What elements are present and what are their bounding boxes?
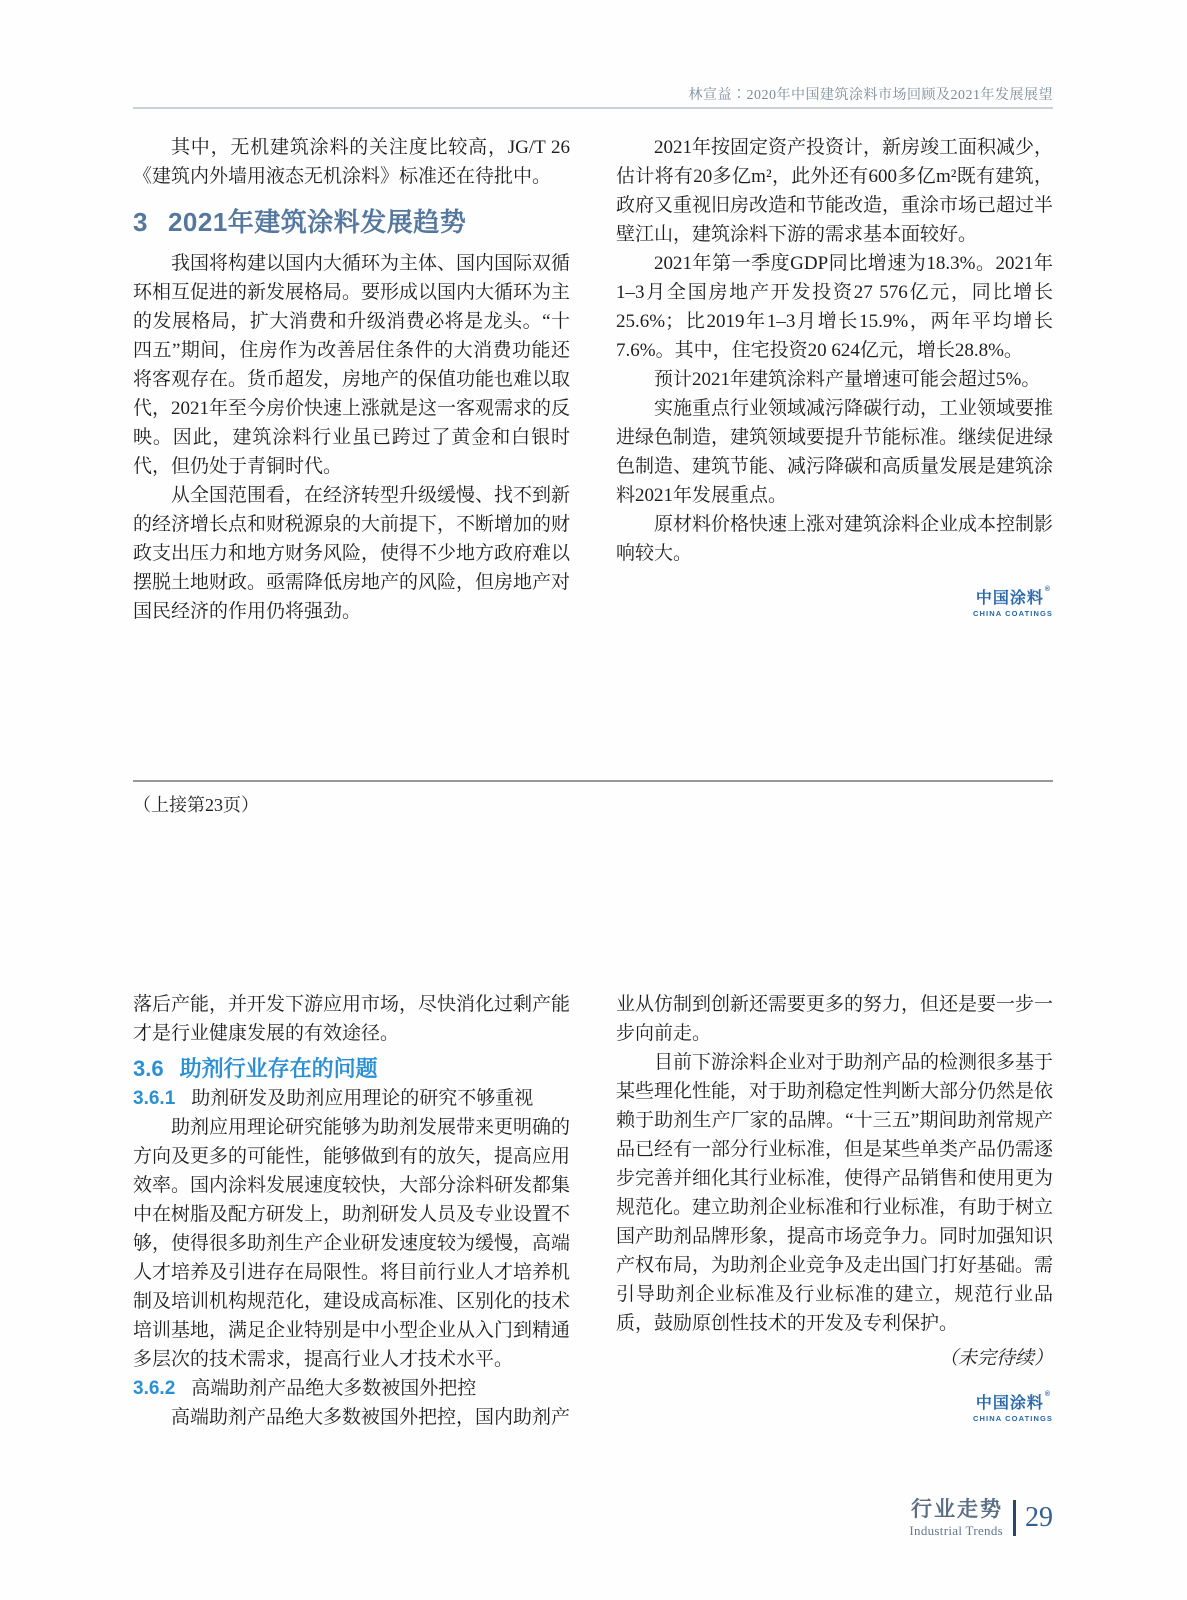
subsubsection-title: 助剂研发及助剂应用理论的研究不够重视 [191, 1088, 534, 1109]
logo-cn-text [973, 1390, 1053, 1412]
logo-block [973, 1390, 1053, 1423]
section-number: 3 [133, 207, 148, 237]
continuation-note: （上接第23页） [133, 795, 259, 815]
subsubsection-heading-3-6-1 [133, 1084, 570, 1113]
logo-block [973, 585, 1053, 618]
logo-en-text: CHINA COATINGS [973, 609, 1053, 618]
paragraph: 助剂应用理论研究能够为助剂发展带来更明确的方向及更多的可能性，能够做到有的放矢，提高应用效率。国内涂料发展速度较快，大部分涂料研发都集中在树脂及配方研发上，助剂研发人员及专业设置不够，使得很多助剂生产企业研发速度较为缓慢，高端人才培养及引进存在局限性。将目前行业人才培养机制及培训机构规范化，建设成高标准、区别化的技术培训基地，满足企业特别是中小型企业从入门到精通多层次的技术需求，提高行业人才技术水平。 [133, 1117, 571, 1370]
registered-mark-icon: ® [1044, 1390, 1052, 1398]
subsection-heading-3-6 [133, 1054, 570, 1084]
paragraph: 业从仿制到创新还需要更多的努力，但还是要一步一步向前走。 [616, 994, 1054, 1044]
paragraph: 其中，无机建筑涂料的关注度比较高，JG/T 26《建筑内外墙用液态无机涂料》标准还在待批中。 [133, 137, 570, 187]
top-right-column [616, 133, 1053, 568]
paragraph: 落后产能，并开发下游应用市场，尽快消化过剩产能才是行业健康发展的有效途径。 [133, 994, 571, 1044]
subsubsection-number: 3.6.2 [133, 1378, 176, 1399]
section-heading-3 [133, 205, 570, 239]
top-left-column [133, 133, 570, 626]
subsubsection-title: 高端助剂产品绝大多数被国外把控 [191, 1378, 477, 1399]
logo-en-text: CHINA COATINGS [973, 1414, 1053, 1423]
subsection-title: 助剂行业存在的问题 [179, 1056, 378, 1081]
running-header: 林宣益∶2020年中国建筑涂料市场回顾及2021年发展展望 [688, 88, 1053, 103]
paragraph: 2021年第一季度GDP同比增速为18.3%。2021年1–3月全国房地产开发投资27 576亿元，同比增长25.6%；比2019年1–3月增长15.9%，两年平均增长7.6%。其中，住宅投资20 624亿元，增长28.8%。 [616, 253, 1053, 361]
paragraph: 预计2021年建筑涂料产量增速可能会超过5%。 [654, 369, 1041, 390]
subsubsection-number: 3.6.1 [133, 1088, 176, 1109]
page-footer [909, 1499, 1053, 1537]
to-be-continued-note: （未完待续） [938, 1348, 1053, 1369]
china-coatings-logo [616, 1390, 1053, 1426]
lower-left-column [133, 990, 570, 1432]
paragraph: 我国将构建以国内大循环为主体、国内国际双循环相互促进的新发展格局。要形成以国内大循环为主的发展格局，扩大消费和升级消费必将是龙头。“十四五”期间，住房作为改善居住条件的大消费功能还将客观存在。货币超发，房地产的保值功能也难以取代，2021年至今房价快速上涨就是这一客观需求的反映。因此，建筑涂料行业虽已跨过了黄金和白银时代，但仍处于青铜时代。 [133, 253, 571, 477]
paragraph: 从全国范围看，在经济转型升级缓慢、找不到新的经济增长点和财税源泉的大前提下，不断增加的财政支出压力和地方财务风险，使得不少地方政府难以摆脱土地财政。亟需降低房地产的风险，但房地产对国民经济的作用仍将强劲。 [133, 485, 571, 622]
footer-page-number: 29 [1025, 1502, 1053, 1533]
paragraph: 原材料价格快速上涨对建筑涂料企业成本控制影响较大。 [616, 514, 1054, 564]
footer-divider-bar [1013, 1500, 1016, 1536]
subsection-number: 3.6 [133, 1056, 164, 1081]
logo-cn-glyphs: 中国涂料 [975, 590, 1044, 607]
china-coatings-logo [616, 585, 1053, 621]
paragraph: 实施重点行业领域减污降碳行动，工业领域要推进绿色制造，建筑领域要提升节能标准。继续促进绿色制造、建筑节能、减污降碳和高质量发展是建筑涂料2021年发展重点。 [616, 398, 1054, 506]
lower-right-column [616, 990, 1053, 1373]
paragraph: 2021年按固定资产投资计，新房竣工面积减少，估计将有20多亿m²，此外还有600多亿m²既有建筑，政府又重视旧房改造和节能改造，重涂市场已超过半壁江山，建筑涂料下游的需求基本面较好。 [616, 137, 1054, 245]
registered-mark-icon: ® [1044, 585, 1052, 593]
footer-section-label [909, 1499, 1003, 1537]
section-divider [133, 780, 1053, 782]
footer-section-cn: 行业走势 [911, 1498, 1003, 1521]
logo-cn-text [973, 585, 1053, 607]
subsubsection-heading-3-6-2 [133, 1374, 570, 1403]
footer-section-en: Industrial Trends [909, 1523, 1003, 1538]
header-rule [133, 107, 1053, 109]
paragraph: 高端助剂产品绝大多数被国外把控，国内助剂产 [171, 1407, 571, 1428]
logo-cn-glyphs: 中国涂料 [975, 1395, 1044, 1412]
paragraph: 目前下游涂料企业对于助剂产品的检测很多基于某些理化性能，对于助剂稳定性判断大部分仍然是依赖于助剂生产厂家的品牌。“十三五”期间助剂常规产品已经有一部分行业标准，但是某些单类产品仍需逐步完善并细化其行业标准，使得产品销售和使用更为规范化。建立助剂企业标准和行业标准，有助于树立国产助剂品牌形象，提高市场竞争力。同时加强知识产权布局，为助剂企业竞争及走出国门打好基础。需引导助剂企业标准及行业标准的建立，规范行业品质，鼓励原创性技术的开发及专利保护。 [616, 1052, 1054, 1334]
section-title: 2021年建筑涂料发展趋势 [167, 207, 467, 237]
